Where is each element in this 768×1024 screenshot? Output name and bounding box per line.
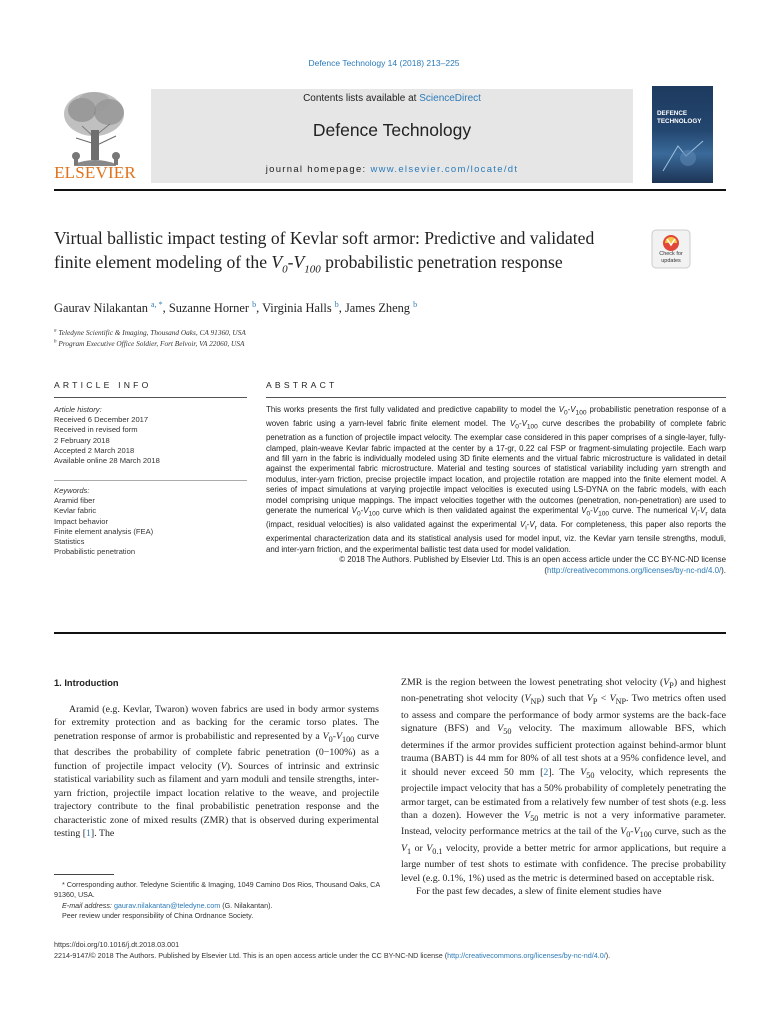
- affiliation-b: $^b$ Program Executive Office Soldier, Fort Belvoir, VA 22060, USA: [54, 339, 245, 348]
- journal-title: Defence Technology: [312, 120, 472, 140]
- keyword: Statistics: [54, 537, 85, 547]
- history-divider: [54, 480, 247, 481]
- license-link[interactable]: http://creativecommons.org/licenses/by-nc-nd/4.0/: [547, 565, 722, 575]
- contents-prefix: Contents lists available at: [303, 93, 420, 104]
- intro-paragraph-3: For the past few decades, a slew of finite element studies have: [416, 886, 662, 898]
- contents-available-line: [151, 93, 633, 104]
- author-affil-mark[interactable]: b: [334, 300, 339, 309]
- reference-link[interactable]: 2: [543, 766, 549, 778]
- keyword: Probabilistic penetration: [54, 547, 136, 557]
- intro-paragraph-2: ZMR is the region between the lowest penetrating shot velocity $(V_P)$ and highest non-penetrating shot velocity $(V_{NP})$ such that $V_P < V_{NP}$. Two metrics often used to assess and compare the performance of body armor systems are the back-face signature (BFS) and $V_{50}$ velocity. The maximum allowable BFS, which determines if the armor provides sufficient protection against behind-armor blunt trauma (BABT) is 44 mm for 80% of all test shots at a 95% confidence level, and it should never exceed 50 mm [2]. The $V_{50}$ velocity, which represents the projectile impact velocity that has a 50% probability of completely penetrating the armor target, can be estimated from a relatively few number of test shots (e.g. less than a dozen). However the $V_{50}$ metric is not a very informative parameter. Instead, velocity performance metrics at the tail of the $V_0-V_{100}$ curve, such as the $V_1$ or $V_{0.1}$ velocity, provide a better metric for armor applications, but require a large number of test shots to estimate with confidence. The precise probability level (e.g. 0.1%, 1%) used as the metric is determined based on acceptable risk. For the past few decades, a slew of finite element studies have: [401, 677, 727, 898]
- header-rule: [54, 189, 726, 191]
- keywords-label: Keywords:: [54, 486, 90, 495]
- history-item: Received in revised form: [54, 425, 138, 435]
- author-name: Virginia Halls: [262, 301, 332, 316]
- history-item: Received 6 December 2017: [54, 415, 149, 425]
- elsevier-wordmark: ELSEVIER: [54, 163, 136, 182]
- journal-banner: [151, 89, 633, 183]
- abstract-copyright: © 2018 The Authors. Published by Elsevier Ltd. This is an open access article under the CC BY-NC-ND license (http://creativecommons.org/licenses/by-nc-nd/4.0/).: [339, 555, 726, 575]
- sciencedirect-link[interactable]: ScienceDirect: [419, 93, 481, 104]
- author-name: Suzanne Horner: [168, 301, 249, 316]
- abstract-heading: ABSTRACT: [266, 380, 338, 390]
- article-info-rule: [54, 397, 247, 398]
- homepage-prefix: journal homepage:: [265, 164, 371, 175]
- keyword: Kevlar fabric: [54, 506, 97, 516]
- keyword: Aramid fiber: [54, 496, 95, 506]
- history-item: Available online 28 March 2018: [54, 456, 160, 466]
- author-email-link[interactable]: gaurav.nilakantan@teledyne.com: [113, 900, 221, 910]
- history-item: Accepted 2 March 2018: [54, 445, 135, 455]
- author-affil-mark[interactable]: b: [252, 300, 257, 309]
- cover-title-line2: TECHNOLOGY: [657, 118, 702, 125]
- cover-title-line1: DEFENCE: [657, 110, 688, 117]
- intro-paragraph-1: Aramid (e.g. Kevlar, Twaron) woven fabrics are used in body armor systems for extremity protection and as backing for the ceramic torso plates. The penetration response of armor is probabilistic and represented by a $V_0-V_{100}$ curve that describes the probability of complete fabric penetration (0−100%) as a function of projectile impact velocity (V). Sources of intrinsic and extrinsic statistical variability such as filament and yarn moduli and tensile strengths, inter-yarn friction, projectile impact location relative to the weave, and projectile trajectory contribute to the final probabilistic penetration response and the characteristic zone of mixed results (ZMR) that is observed during experimental testing [1]. The: [54, 704, 379, 840]
- title-text-b: probabilistic penetration response: [320, 252, 563, 272]
- reference-link[interactable]: 1: [86, 828, 91, 840]
- article-history: [54, 405, 247, 466]
- footer-license-link[interactable]: http://creativecommons.org/licenses/by-nc-nd/4.0/: [447, 951, 606, 960]
- keyword: Impact behavior: [54, 516, 109, 526]
- history-item: 2 February 2018: [54, 435, 110, 445]
- footnotes: [54, 880, 388, 921]
- article-info-heading: ARTICLE INFO: [54, 380, 152, 390]
- keywords-block: [54, 486, 247, 557]
- abstract-text: This works presents the first fully validated and predictive capability to model the $V_0-V_{100}$ probabilistic penetration response of a woven fabric using a yarn-level fabric finite element model. The $V_0-V_{100}$ curve describes the probability of complete fabric penetration as a function of projectile impact velocity. The exemplar case considered in this paper comprises of a single-layer, fully-clamped, plain-weave Kevlar fabric impacted at the center by a 17-gr, 0.22 cal FSP or fragment-simulating projectile. Each warp and fill yarn in the fabric is individually modeled using 3D finite elements and the virtual fabric microstructure is validated in detail against the experimental fabric microstructure. Material and testing sources of statistical variability including yarn strength and modulus, inter-yarn friction, precise projectile impact location, and projectile rotation are mapped into the finite element model. A series of impact simulations at varying projectile impact velocities is executed using LS-DYNA on the fabric models, with each model comprising unique mappings. The impact velocities together with the outcomes (penetration, non-penetration) are used to generate the numerical $V_0-V_{100}$ curve which is then validated against the experimental $V_0-V_{100}$ curve. The numerical $V_i-V_r$ data (impact, residual velocities) is also validated against the experimental $V_i-V_r$ data. For completeness, this paper also reports the experimental characterization data and its statistical analysis used for model input, viz. the Kevlar yarn tensile strengths, moduli, and inter-yarn friction, and the experimental ballistic test data used for model validation. © 2018 The Authors. Published by Elsevier Ltd. This is an open access article under the CC BY-NC-ND license (http://creativecommons.org/licenses/by-nc-nd/4.0/).: [266, 405, 727, 575]
- journal-citation-link[interactable]: Defence Technology 14 (2018) 213–225: [308, 58, 460, 68]
- footnote-rule: [54, 874, 114, 875]
- cover-artwork: [658, 136, 708, 176]
- affiliation-a: $^a$ Teledyne Scientific & Imaging, Thousand Oaks, CA 91360, USA: [54, 328, 246, 337]
- history-label: Article history:: [54, 405, 102, 414]
- section-heading-introduction: 1. Introduction: [54, 678, 119, 688]
- check-for-updates-label: Check for updates: [659, 251, 683, 264]
- journal-cover-image: [652, 86, 713, 183]
- abstract-rule: [266, 397, 726, 398]
- peer-review-note: Peer review under responsibility of China Ordnance Society.: [62, 910, 254, 920]
- title-v100: $V_{100}$: [293, 252, 321, 276]
- title-dash: -: [287, 252, 294, 272]
- email-note: E-mail address: gaurav.nilakantan@teledyne.com (G. Nilakantan).: [62, 900, 273, 910]
- author-affil-mark[interactable]: a, *: [151, 300, 163, 309]
- author-affil-mark[interactable]: b: [413, 300, 418, 309]
- author-list: Gaurav Nilakantan $^{a, *}$, Suzanne Horner $^b$, Virginia Halls $^b$, James Zheng $^b$: [54, 300, 418, 316]
- title-text-a: Virtual ballistic impact testing of Kevlar soft armor: Predictive and validated finite element modeling of the: [54, 228, 595, 272]
- journal-homepage-line: [151, 164, 633, 175]
- article-title: [54, 226, 629, 282]
- abstract-bottom-rule: [54, 632, 726, 634]
- corresponding-author-note: * Corresponding author. Teledyne Scientific & Imaging, 1049 Camino Dos Rios, Thousand Oaks, CA 91360, USA.: [54, 880, 380, 900]
- keyword: Finite element analysis (FEA): [54, 526, 154, 536]
- doi-link[interactable]: https://doi.org/10.1016/j.dt.2018.03.001: [54, 940, 180, 949]
- issn-license-line: 2214-9147/© 2018 The Authors. Published by Elsevier Ltd. This is an open access article under the CC BY-NC-ND license (http://creativecommons.org/licenses/by-nc-nd/4.0/).: [54, 951, 611, 960]
- homepage-link[interactable]: www.elsevier.com/locate/dt: [370, 164, 519, 175]
- author-name: Gaurav Nilakantan: [54, 301, 148, 316]
- title-v0: $V_0$: [271, 252, 288, 276]
- author-name: James Zheng: [344, 301, 411, 316]
- cover-title: [657, 110, 701, 126]
